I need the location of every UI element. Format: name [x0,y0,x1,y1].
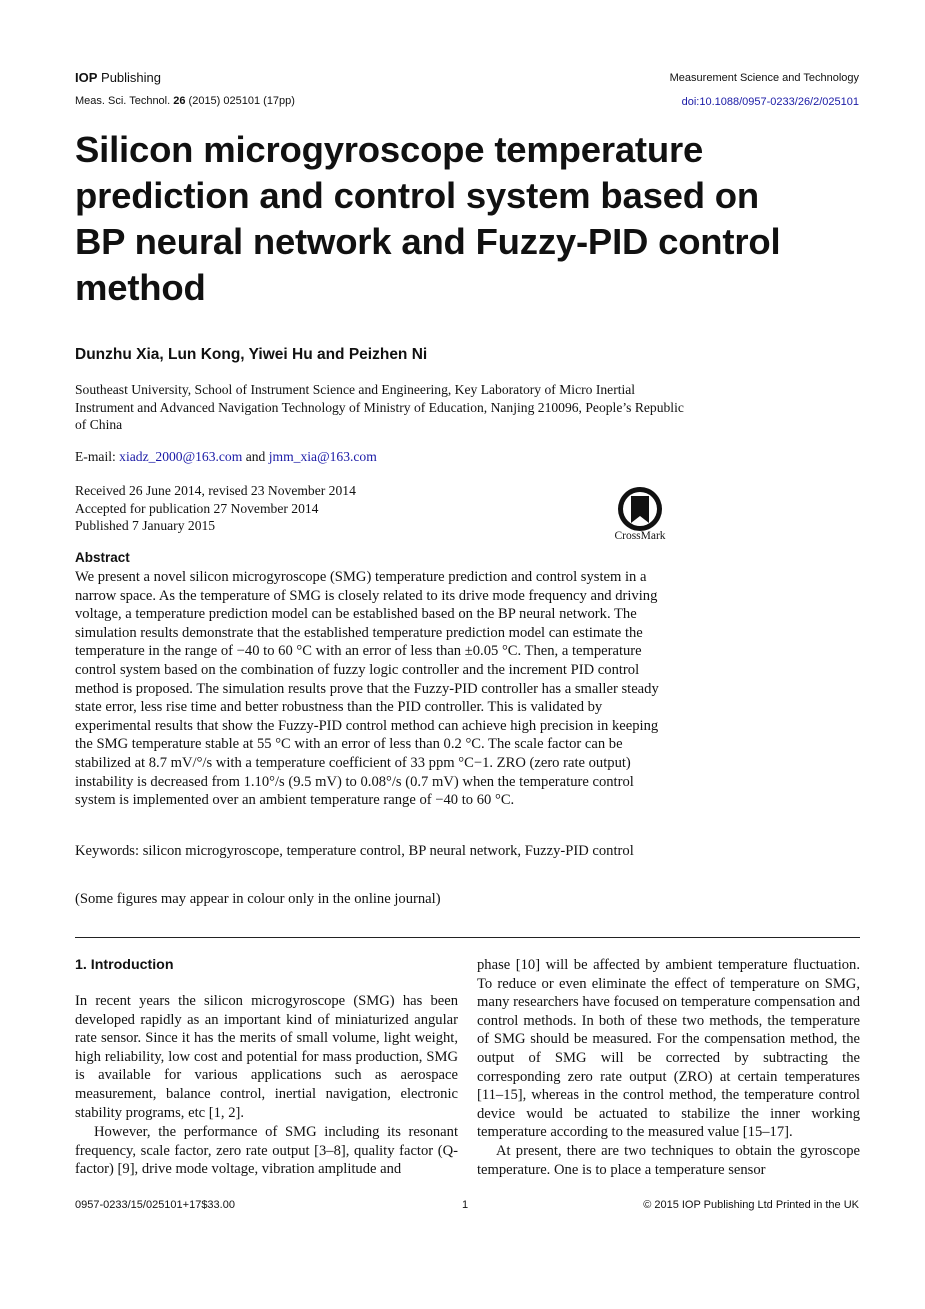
journal-name: Measurement Science and Technology [669,72,859,84]
abstract-text: We present a novel silicon microgyroscope (SMG) temperature prediction and control system in a narrow space. As the temperature of SMG is closely related to its drive mode frequency and driving voltage, a temperature prediction model can be established based on the BP neural network. The simulation results demonstrate that the established temperature prediction model can estimate the temperature in the range of −40 to 60 °C with an error of less than ±0.05 °C. Then, a temperature control system based on the combination of fuzzy logic controller and the increment PID control method is proposed. The simulation results prove that the Fuzzy-PID controller has a smaller steady state error, less rise time and better robustness than the PID controller. This is validated by experimental results that show the Fuzzy-PID control method can achieve high precision in keeping the SMG temperature stable at 55 °C with an error of less than 0.2 °C. The scale factor can be stabilized at 8.7 mV/°/s with a temperature coefficient of 33 ppm °C−1. ZRO (zero rate output) instability is decreased from 1.10°/s (9.5 mV) to 0.08°/s (0.7 mV) when the temperature control system is implemented over an ambient temperature range of −40 to 60 °C. [75,569,659,809]
citation-volume: 26 [173,95,186,107]
page-number: 1 [462,1199,469,1211]
affiliation: Southeast University, School of Instrument Science and Engineering, Key Laboratory of Micro Inertial Instrument and Advanced Navigation Technology of Ministry of Education, Nanjing 210096, People’s Republic of China [75,382,684,432]
abstract-heading: Abstract [75,550,130,565]
published-date: Published 7 January 2015 [75,518,216,533]
publisher-name: Publishing [97,70,162,85]
colour-note: (Some figures may appear in colour only in the online journal) [75,891,441,907]
intro-paragraph-1: In recent years the silicon microgyroscope (SMG) has been developed rapidly as an important kind of miniaturized angular rate sensor. Since it has the merits of small volume, light weight, high reliability, low cost and potential for mass production, SMG is available for various applications such as aerospace measurement, balance control, inertial navigation, electronic stability programs, etc [1, 2]. [75,993,458,1121]
intro-paragraph-2-continued: phase [10] will be affected by ambient temperature fluctuation. To reduce or even eliminate the effect of temperature on SMG, many researchers have focused on temperature compensation and control methods. In both of these two methods, the temperature of SMG should be measured. For the compensation method, the output of SMG will be corrected by subtracting the corresponding zero rate output (ZRO) at certain temperatures [11–15], whereas in the control method, the temperature control device would be actuated to stabilize the inner working temperature according to the measured value [15–17]. [477,957,860,1141]
article-title: Silicon microgyroscope temperature prediction and control system based on BP neural network and Fuzzy-PID control method [75,129,781,308]
article-dates [75,482,356,535]
email-line [75,449,377,465]
footer-copyright: © 2015 IOP Publishing Ltd Printed in the UK [643,1199,859,1211]
section-divider [75,937,860,938]
intro-paragraph-3: At present, there are two techniques to obtain the gyroscope temperature. One is to place a temperature sensor [477,1143,860,1178]
publisher-bold: IOP [75,70,98,85]
citation [75,95,295,107]
footer-issn: 0957-0233/15/025101+17$33.00 [75,1199,235,1211]
doi-link[interactable]: doi:10.1088/0957-0233/26/2/025101 [681,96,859,108]
citation-suffix: (2015) 025101 (17pp) [185,95,295,107]
citation-prefix: Meas. Sci. Technol. [75,95,174,107]
publisher-logo [75,70,161,85]
crossmark-label[interactable]: CrossMark [614,530,666,542]
intro-paragraph-2: However, the performance of SMG including its resonant frequency, scale factor, zero rate output [3–8], quality factor (Q-factor) [9], drive mode voltage, vibration amplitude and [75,1124,458,1178]
keywords: Keywords: silicon microgyroscope, temperature control, BP neural network, Fuzzy-PID control [75,843,634,859]
accepted-date: Accepted for publication 27 November 2014 [75,500,319,516]
email-link-1[interactable]: xiadz_2000@163.com [119,449,243,464]
authors: Dunzhu Xia, Lun Kong, Yiwei Hu and Peizhen Ni [75,346,428,363]
received-date: Received 26 June 2014, revised 23 November 2014 [75,483,356,498]
email-label: E-mail: [75,449,120,464]
email-and: and [242,449,269,464]
section-heading-introduction: 1. Introduction [75,957,174,973]
email-link-2[interactable]: jmm_xia@163.com [268,449,377,464]
